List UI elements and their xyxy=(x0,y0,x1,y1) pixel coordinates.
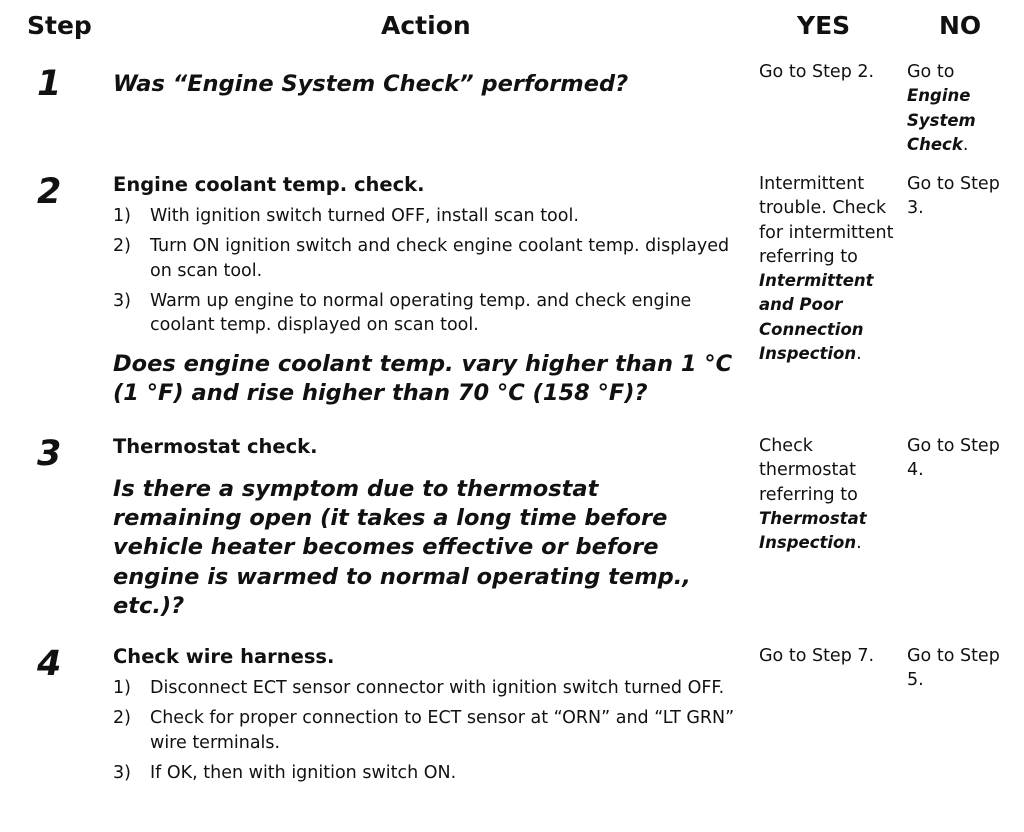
substep-item xyxy=(113,676,743,701)
no-text-suffix: . xyxy=(962,134,969,155)
substep-number: 2) xyxy=(113,708,131,728)
yes-cell xyxy=(759,644,899,668)
reference-link[interactable]: Engine System Check xyxy=(907,86,976,154)
step-question: Is there a symptom due to thermostat remaining open (it takes a long time before vehicle heater becomes effective or before engine is warmed to normal operating temp., etc.)? xyxy=(113,476,691,619)
yes-text: Go to Step 2. xyxy=(759,62,875,82)
step-question: Does engine coolant temp. vary higher than 1 °C (1 °F) and rise higher than 70 °C (158 °F)? xyxy=(113,350,733,406)
step-heading: Thermostat check. xyxy=(113,435,318,458)
no-cell xyxy=(907,434,1019,483)
yes-text: Intermittent trouble. Check for intermittent referring to xyxy=(759,174,894,267)
yes-text-suffix: . xyxy=(856,533,862,554)
yes-text: Check thermostat referring to xyxy=(759,436,858,505)
yes-text-suffix: . xyxy=(856,344,862,365)
substep-number: 1) xyxy=(113,206,131,226)
action-cell xyxy=(113,434,743,621)
substep-number: 1) xyxy=(113,678,131,698)
step-number: 1 xyxy=(37,64,62,104)
step-heading: Check wire harness. xyxy=(113,645,335,668)
step-number: 2 xyxy=(37,172,62,212)
no-cell xyxy=(907,172,1019,221)
reference-link[interactable]: Intermittent and Poor Connection Inspection xyxy=(759,271,874,364)
substep-item xyxy=(113,234,743,283)
action-cell xyxy=(113,172,743,408)
substep-item xyxy=(113,204,743,229)
step-heading: Engine coolant temp. check. xyxy=(113,173,425,196)
no-cell xyxy=(907,60,1019,157)
substep-list xyxy=(113,676,743,785)
substep-text: With ignition switch turned OFF, install scan tool. xyxy=(150,206,579,226)
substep-text: Check for proper connection to ECT sensor at “ORN” and “LT GRN” wire terminals. xyxy=(150,708,735,753)
substep-item xyxy=(113,706,743,755)
yes-cell xyxy=(759,60,899,84)
yes-cell xyxy=(759,434,899,555)
step-number: 4 xyxy=(37,644,62,684)
substep-list xyxy=(113,204,743,338)
substep-number: 2) xyxy=(113,236,131,256)
substep-text: Disconnect ECT sensor connector with ignition switch turned OFF. xyxy=(150,678,725,698)
action-cell xyxy=(113,644,743,791)
substep-text: Warm up engine to normal operating temp. and check engine coolant temp. displayed on scan tool. xyxy=(150,290,692,335)
header-action: Action xyxy=(381,11,471,40)
yes-cell xyxy=(759,172,899,366)
no-text: Go to Step 4. xyxy=(907,436,1000,481)
header-step: Step xyxy=(27,11,92,40)
yes-text: Go to Step 7. xyxy=(759,646,875,666)
substep-item xyxy=(113,761,743,786)
step-question: Was “Engine System Check” performed? xyxy=(113,71,629,97)
substep-number: 3) xyxy=(113,290,131,311)
substep-number: 3) xyxy=(113,762,131,783)
no-text: Go to xyxy=(907,62,955,82)
step-number: 3 xyxy=(37,434,62,474)
substep-text: Turn ON ignition switch and check engine coolant temp. displayed on scan tool. xyxy=(150,236,730,281)
reference-link[interactable]: Thermostat Inspection xyxy=(759,508,867,553)
header-yes: YES xyxy=(797,11,851,40)
substep-text: If OK, then with ignition switch ON. xyxy=(150,762,457,783)
no-cell xyxy=(907,644,1019,693)
header-no: NO xyxy=(939,11,982,40)
no-text: Go to Step 3. xyxy=(907,174,1000,219)
action-cell xyxy=(113,70,743,99)
no-text: Go to Step 5. xyxy=(907,646,1000,691)
substep-item xyxy=(113,289,743,338)
